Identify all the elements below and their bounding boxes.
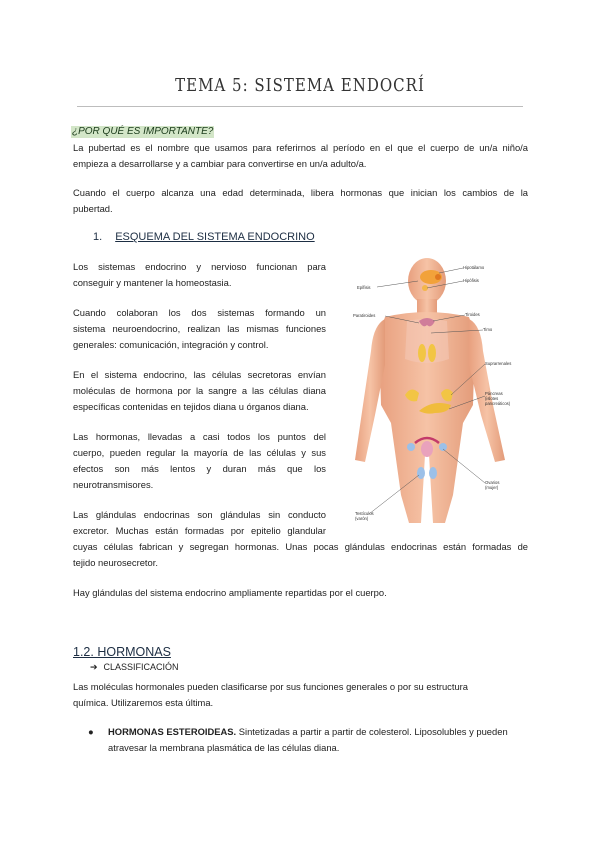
label-pancreas-sub1: (islotes (485, 396, 499, 401)
text-line: sistema neuroendocrino, realizan las mismas funciones (73, 323, 326, 334)
paragraph-hormonas (73, 429, 326, 493)
label-pancreas: Páncreas (485, 391, 503, 396)
text-line: tejido neurosecretor. (73, 557, 158, 568)
text-line: Las glándulas endocrinas son glándulas sin conducto (73, 509, 326, 520)
text-line: cuerpo, pueden regular la mayoría de las células y sus (73, 447, 326, 458)
arrow-icon: ➔ (90, 662, 98, 672)
text-line: Cuando el cuerpo alcanza una edad determinada, libera hormonas que inician los cambios de la (73, 187, 528, 198)
page-title: TEMA 5: SISTEMA ENDOCRÍ (175, 74, 425, 96)
label-ovarios: Ovarios (485, 480, 500, 485)
section-title: ESQUEMA DEL SISTEMA ENDOCRINO (115, 231, 315, 243)
section-number: 1. (93, 231, 103, 243)
label-tiroides: Tiroides (465, 312, 480, 317)
paragraph-clasificacion (73, 679, 528, 711)
label-timo: Timo (483, 327, 493, 332)
paragraph-glandulas-line1-2 (73, 507, 326, 539)
bullet-line2: atravesar la membrana plasmática de las células diana. (108, 742, 340, 753)
text-line: generales: comunicación, integración y control. (73, 339, 269, 350)
text-line: cuyas células fabrican y segregan hormonas. Unas pocas glándulas endocrinas están formadas de (73, 541, 528, 552)
text-line: moléculas de hormona por la sangre a las células diana (73, 385, 326, 396)
text-line: Las hormonas, llevadas a casi todos los puntos del (73, 431, 326, 442)
text-line: conseguir y mantener la homeostasia. (73, 277, 232, 288)
bullet-line1: Sintetizadas a partir a partir de colesterol. Liposolubles y pueden (236, 726, 508, 737)
text-line: Cuando colaboran los dos sistemas formando un (73, 307, 326, 318)
title-divider (77, 106, 523, 107)
label-testiculos-sub: (varón) (355, 516, 369, 521)
section-heading-1 (93, 231, 315, 243)
paragraph-glandulas-line3-4 (73, 539, 528, 571)
text-line: neurotransmisores. (73, 479, 154, 490)
label-testiculos: Testículos (355, 511, 374, 516)
label-pancreas-sub2: pancreáticos) (485, 401, 511, 406)
label-paratiroides: Paratiroides (353, 313, 376, 318)
label-hipofisis: Hipófisis (463, 278, 479, 283)
text-line: específicas contenidas en tejidos diana u órganos diana. (73, 401, 309, 412)
bullet-text (108, 724, 528, 756)
body-silhouette (355, 258, 505, 523)
subheading-classificacion (90, 662, 179, 673)
text-line: efectos son más lentos y duran más que los (73, 463, 326, 474)
intro-paragraph-2 (73, 185, 528, 217)
label-ovarios-sub: (mujer) (485, 485, 499, 490)
subheading-text: CLASSIFICACIÓN (103, 662, 179, 672)
intro-paragraph-1 (73, 140, 528, 172)
section-heading-hormonas: 1.2. HORMONAS (73, 645, 171, 659)
bullet-bold-term: HORMONAS ESTEROIDEAS. (108, 726, 237, 737)
text-line: Los sistemas endocrino y nervioso funcionan para (73, 261, 326, 272)
paragraph-celulas-secretoras (73, 367, 326, 415)
highlighted-question: ¿POR QUÉ ES IMPORTANTE? (72, 126, 214, 137)
label-suprarrenales: Suprarrenales (485, 361, 512, 366)
text-line: La pubertad es el nombre que usamos para referirnos al período en el que el cuerpo de un/a niño/a (73, 142, 528, 153)
paragraph-neuroendocrino (73, 305, 326, 353)
text-line: excretor. Muchas están formadas por epitelio glandular (73, 525, 326, 536)
text-line: Las moléculas hormonales pueden clasificarse por sus funciones generales o por su estructura (73, 681, 469, 692)
paragraph-glandulas-repartidas: Hay glándulas del sistema endocrino ampliamente repartidas por el cuerpo. (73, 587, 387, 598)
bullet-dot-icon: ● (88, 726, 94, 737)
label-epifisis: Epífisis (357, 285, 371, 290)
text-line: En el sistema endocrino, las células secretoras envían (73, 369, 326, 380)
endocrine-body-illustration (345, 255, 535, 525)
text-line: empieza a desarrollarse y a cambiar para convertirse en un/a adulto/a. (73, 158, 367, 169)
text-line: química. Utilizaremos esta última. (73, 697, 214, 708)
paragraph-homeostasia (73, 259, 326, 291)
label-hipotalamo: Hipotálamo (463, 265, 485, 270)
text-line: pubertad. (73, 203, 113, 214)
